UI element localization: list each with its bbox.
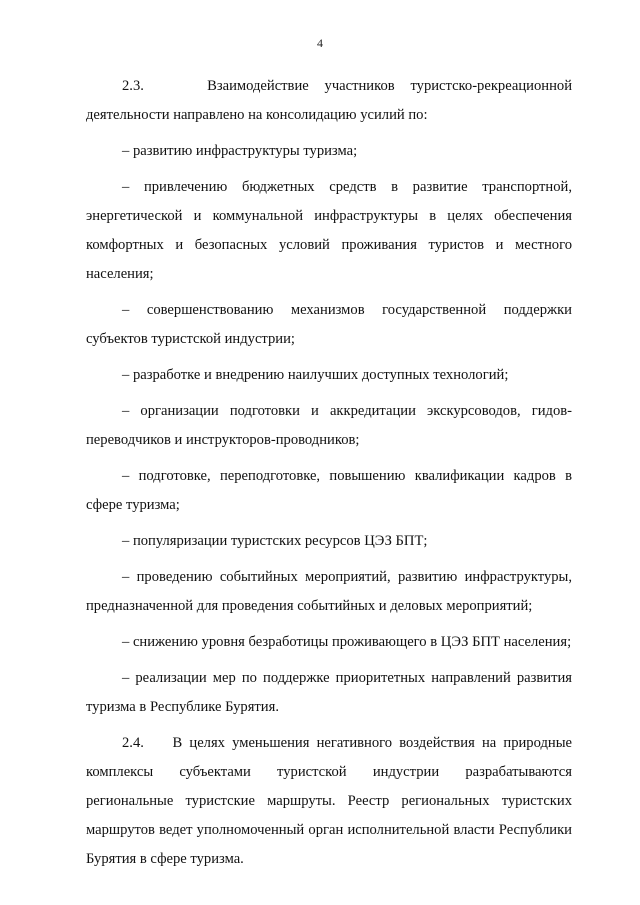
paragraph-2-4: 2.4. В целях уменьшения негативного воздействия на природные комплексы субъектами туристской индустрии разрабатываются региональные туристские маршруты. Реестр региональных туристских маршрутов ведет уполномоченный орган исполнительной власти Республики Бурятия в сфере туризма. — [86, 735, 572, 867]
list-item: – популяризации туристских ресурсов ЦЭЗ БПТ; — [122, 533, 428, 549]
list-item: – разработке и внедрению наилучших доступных технологий; — [122, 367, 509, 383]
list-item: – проведению событийных мероприятий, развитию инфраструктуры, предназначенной для проведения событийных и деловых мероприятий; — [86, 569, 572, 614]
list-item: – развитию инфраструктуры туризма; — [122, 143, 358, 159]
list-item: – привлечению бюджетных средств в развитие транспортной, энергетической и коммунальной инфраструктуры в целях обеспечения комфортных и безопасных условий проживания туристов и местного населения; — [86, 179, 572, 282]
document-body — [86, 72, 572, 874]
list-item: – подготовке, переподготовке, повышению квалификации кадров в сфере туризма; — [86, 468, 572, 513]
list-item: – реализации мер по поддержке приоритетных направлений развития туризма в Республике Бурятия. — [86, 670, 572, 715]
page-number: 4 — [317, 36, 323, 50]
list-item: – совершенствованию механизмов государственной поддержки субъектов туристской индустрии; — [86, 302, 572, 347]
list-item: – снижению уровня безработицы проживающего в ЦЭЗ БПТ населения; — [122, 634, 572, 650]
paragraph-2-3: 2.3. Взаимодействие участников туристско-рекреационной деятельности направлено на консолидацию усилий по: — [86, 78, 572, 123]
list-item: – организации подготовки и аккредитации экскурсоводов, гидов-переводчиков и инструкторов-проводников; — [86, 403, 572, 448]
